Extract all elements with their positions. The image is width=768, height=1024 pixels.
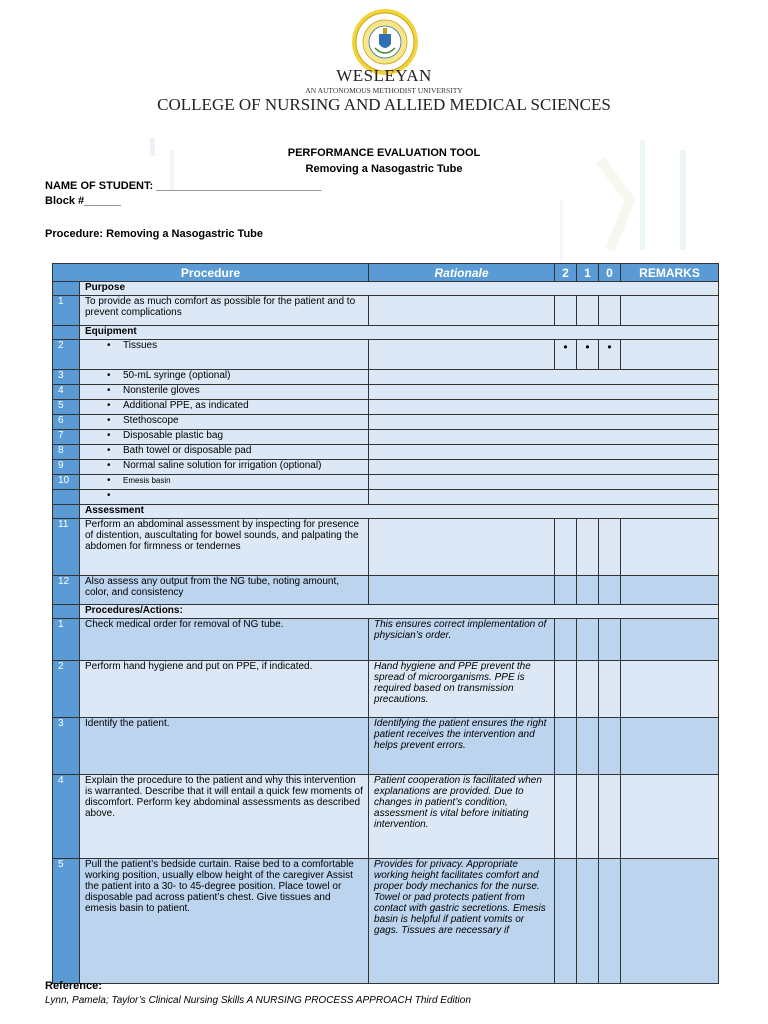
row-text [80,490,369,505]
block-field: Block #______ [45,195,121,207]
row-number: 1 [53,619,80,661]
score-cell [555,296,577,326]
student-name-field: NAME OF STUDENT: ___________________________ [45,180,322,192]
table-row [53,445,719,460]
section-row [53,505,719,519]
row-number: 7 [53,430,80,445]
header-score-2: 2 [555,264,577,282]
table-row [53,370,719,385]
score-cell [599,619,621,661]
table-row [53,519,719,576]
row-number: 3 [53,370,80,385]
table-row [53,460,719,475]
row-text: Identify the patient. [80,718,369,775]
equipment-item: Tissues [123,340,158,351]
bullet: • [107,430,111,441]
equipment-item: Emesis basin [123,476,171,485]
bullet: • [107,400,111,411]
score-cell [599,296,621,326]
header-remarks: REMARKS [621,264,719,282]
row-text: Pull the patient’s bedside curtain. Raise bed to a comfortable working position, usually elbow height of the caregiver Assist the patient into a 30- to 45-degree position. Place towel or disposable pad across patient’s chest. Give tissues and emesis basin to patient. [80,859,369,984]
table-row [53,400,719,415]
score-cell [577,619,599,661]
bullet: • [107,370,111,381]
table-row [53,296,719,326]
college-name: COLLEGE OF NURSING AND ALLIED MEDICAL SCIENCES [157,95,611,114]
section-row [53,605,719,619]
section-purpose: Purpose [80,282,719,296]
table-row [53,718,719,775]
equipment-item: Disposable plastic bag [123,430,224,441]
blank-cell [369,370,719,385]
row-text: Explain the procedure to the patient and why this intervention is warranted. Describe that it will entail a quick few moments of discomfort. Perform key abdominal assessments as described above. [80,775,369,859]
header-procedure: Procedure [53,264,369,282]
reference-text: Lynn, Pamela; Taylor’s Clinical Nursing Skills A NURSING PROCESS APPROACH Third Edition [45,995,471,1006]
table-row [53,859,719,984]
blank-cell [369,460,719,475]
score-cell [599,519,621,576]
equipment-item: Bath towel or disposable pad [123,445,252,456]
row-text: Perform an abdominal assessment by inspecting for presence of distention, auscultating for bowel sounds, and palpating the abdomen for firmness or tendernes [80,519,369,576]
score-cell [555,859,577,984]
blank-cell [369,445,719,460]
row-number: 5 [53,859,80,984]
table-row [53,340,719,370]
equipment-item: Normal saline solution for irrigation (optional) [123,460,322,471]
score-cell [577,859,599,984]
blank-cell [369,430,719,445]
blank-cell [369,490,719,505]
table-row [53,415,719,430]
row-number: 11 [53,519,80,576]
row-text [80,370,369,385]
remarks-cell [621,519,719,576]
row-text [80,460,369,475]
row-text [80,445,369,460]
university-subtitle: AN AUTONOMOUS METHODIST UNIVERSITY [305,86,463,95]
row-number: 3 [53,718,80,775]
score-dot: • [555,340,577,370]
bullet: • [107,460,111,471]
score-cell [599,859,621,984]
row-number: 9 [53,460,80,475]
rationale-text: Provides for privacy. Appropriate working height facilitates comfort and proper body mechanics for the nurse. Towel or pad protects patient from contact with gastric secretions. Emesis basin is helpful if patient vomits or gags. Tissues are necessary if [369,859,555,984]
blank-cell [369,475,719,490]
reference-label: Reference: [45,980,102,992]
row-number: 6 [53,415,80,430]
score-cell [599,775,621,859]
score-cell [577,718,599,775]
rationale-cell [369,296,555,326]
equipment-item: Stethoscope [123,415,179,426]
header-score-1: 1 [577,264,599,282]
score-cell [555,576,577,605]
score-cell [577,296,599,326]
bullet: • [107,445,111,456]
remarks-cell [621,859,719,984]
row-number: 2 [53,340,80,370]
score-cell [577,519,599,576]
section-row [53,326,719,340]
blank-cell [369,385,719,400]
row-number: 12 [53,576,80,605]
score-cell [555,775,577,859]
bullet: • [107,475,111,486]
rationale-cell [369,576,555,605]
table-row [53,475,719,490]
row-number: 10 [53,475,80,490]
equipment-item: 50-mL syringe (optional) [123,370,231,381]
table-row [53,490,719,505]
remarks-cell [621,718,719,775]
document-title: PERFORMANCE EVALUATION TOOL [287,147,481,159]
row-text: Perform hand hygiene and put on PPE, if indicated. [80,661,369,718]
remarks-cell [621,775,719,859]
score-cell [599,576,621,605]
row-number: 8 [53,445,80,460]
row-text [80,385,369,400]
row-text [80,430,369,445]
rationale-cell [369,340,555,370]
section-equipment: Equipment [80,326,719,340]
score-cell [599,661,621,718]
row-text: Also assess any output from the NG tube, noting amount, color, and consistency [80,576,369,605]
remarks-cell [621,296,719,326]
remarks-cell [621,576,719,605]
blank-cell [369,400,719,415]
procedure-label: Procedure: Removing a Nasogastric Tube [45,228,264,240]
score-cell [555,519,577,576]
table-row [53,576,719,605]
table-row [53,661,719,718]
equipment-item: Nonsterile gloves [123,385,200,396]
rationale-text: This ensures correct implementation of physician’s order. [369,619,555,661]
bullet: • [107,340,111,351]
score-cell [555,718,577,775]
rationale-text: Patient cooperation is facilitated when explanations are provided. Due to changes in patient’s condition, assessment is vital before initiating intervention. [369,775,555,859]
remarks-cell [621,619,719,661]
score-dot: • [577,340,599,370]
row-text [80,415,369,430]
document-subtitle: Removing a Nasogastric Tube [305,163,463,175]
remarks-cell [621,340,719,370]
row-number: 4 [53,775,80,859]
header-score-0: 0 [599,264,621,282]
row-text [80,400,369,415]
row-text [80,340,369,370]
equipment-item: Additional PPE, as indicated [123,400,249,411]
score-cell [599,718,621,775]
bullet: • [107,415,111,426]
score-cell [577,576,599,605]
row-number: 4 [53,385,80,400]
evaluation-table [52,263,719,984]
row-number: 5 [53,400,80,415]
section-actions: Procedures/Actions: [80,605,719,619]
rationale-cell [369,519,555,576]
university-name: WESLEYAN [336,66,432,85]
table-row [53,430,719,445]
table-row [53,385,719,400]
score-cell [577,775,599,859]
table-row [53,775,719,859]
header-rationale: Rationale [369,264,555,282]
row-text [80,475,369,490]
rationale-text: Hand hygiene and PPE prevent the spread of microorganisms. PPE is required based on transmission precautions. [369,661,555,718]
row-number [53,490,80,505]
row-number: 1 [53,296,80,326]
section-assessment: Assessment [80,505,719,519]
bullet: • [107,490,111,501]
blank-cell [369,415,719,430]
bullet: • [107,385,111,396]
score-dot: • [599,340,621,370]
score-cell [577,661,599,718]
table-row [53,619,719,661]
remarks-cell [621,661,719,718]
row-text: To provide as much comfort as possible for the patient and to prevent complications [80,296,369,326]
rationale-text: Identifying the patient ensures the right patient receives the intervention and helps prevent errors. [369,718,555,775]
section-row [53,282,719,296]
score-cell [555,619,577,661]
row-text: Check medical order for removal of NG tube. [80,619,369,661]
score-cell [555,661,577,718]
row-number: 2 [53,661,80,718]
